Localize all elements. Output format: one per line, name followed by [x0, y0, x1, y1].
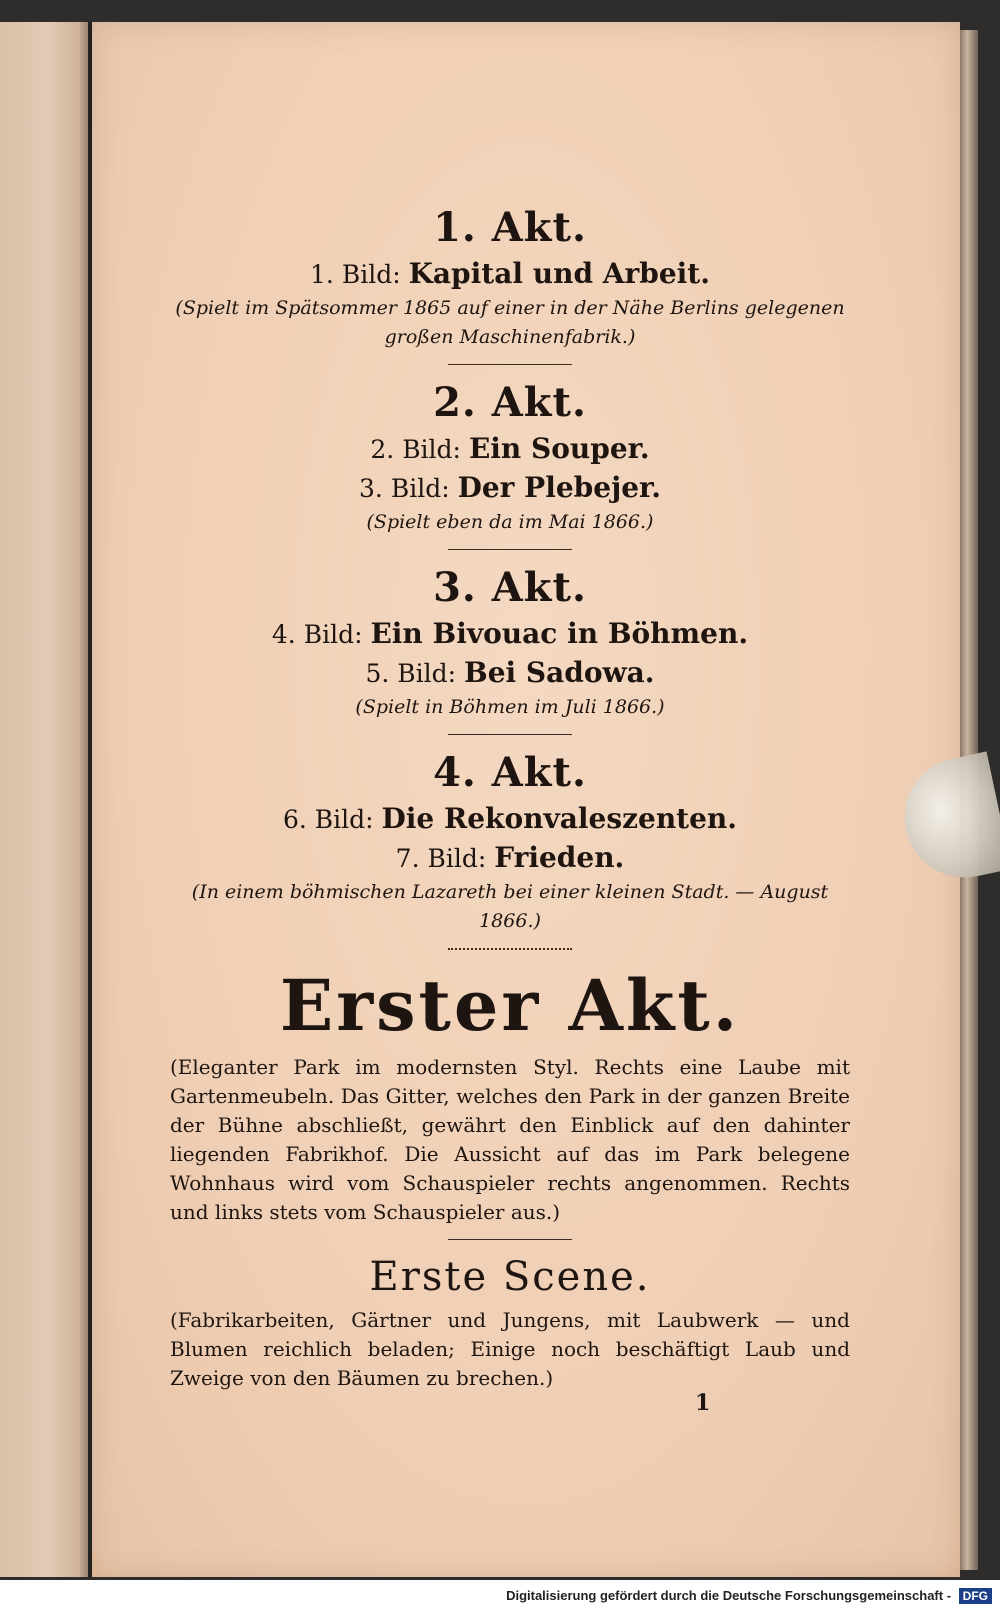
- bild-number: 5. Bild:: [365, 659, 457, 688]
- bild-title: Ein Souper.: [468, 432, 650, 465]
- bild-title: Ein Bivouac in Böhmen.: [370, 617, 749, 650]
- act-note: (Spielt in Böhmen im Juli 1866.): [355, 696, 665, 718]
- bild-line: [170, 432, 850, 465]
- divider: [448, 549, 572, 550]
- bild-line: [170, 841, 850, 874]
- bild-title: Der Plebejer.: [457, 471, 661, 504]
- bild-line: [170, 617, 850, 650]
- erster-akt-section: [170, 964, 850, 1227]
- scene-heading: Erste Scene.: [369, 1254, 651, 1300]
- act-title: 4. Akt.: [433, 749, 587, 796]
- act-3: [170, 564, 850, 722]
- divider: [448, 364, 572, 365]
- bild-number: 2. Bild:: [370, 435, 461, 464]
- dfg-logo: DFG: [959, 1588, 992, 1604]
- bild-line: [170, 257, 850, 290]
- ornamental-divider: [448, 948, 572, 950]
- act-2: [170, 379, 850, 537]
- stage-direction: (Fabrikarbeiten, Gärtner und Jungens, mit Laubwerk — und Blumen reichlich beladen; Einige noch beschäftigt Laub und Zweige von den Bäumen zu brechen.): [170, 1308, 850, 1390]
- stage-direction: (Eleganter Park im modernsten Styl. Rechts eine Laube mit Gartenmeubeln. Das Gitter, welches den Park in der ganzen Breite der Bühne abschließt, gewährt den Einblick auf den dahinter liegenden Fabrikhof. Die Aussicht auf das im Park belegene Wohnhaus wird vom Schauspieler rechts angenommen. Rechts und links stets vom Schauspieler aus.): [170, 1055, 850, 1224]
- bild-number: 1. Bild:: [310, 260, 401, 289]
- act-title: 2. Akt.: [433, 379, 587, 426]
- left-page-edge: [0, 22, 88, 1577]
- act-4: [170, 749, 850, 936]
- act-note: (Spielt im Spätsommer 1865 auf einer in der Nähe Berlins gelegenen großen Maschinenfabrik.): [175, 297, 845, 348]
- act-title: 3. Akt.: [433, 564, 587, 611]
- bild-title: Die Rekonvaleszenten.: [381, 802, 738, 835]
- bild-line: [170, 471, 850, 504]
- act-title: 1. Akt.: [433, 204, 587, 251]
- bild-number: 6. Bild:: [282, 805, 374, 834]
- bild-title: Bei Sadowa.: [464, 656, 655, 689]
- section-heading: Erster Akt.: [279, 964, 741, 1047]
- bild-number: 3. Bild:: [359, 474, 450, 503]
- divider: [448, 734, 572, 735]
- erste-scene-section: [170, 1254, 850, 1393]
- bild-title: Frieden.: [494, 841, 625, 874]
- bild-line: [170, 656, 850, 689]
- act-1: [170, 204, 850, 352]
- act-note: (In einem böhmischen Lazareth bei einer kleinen Stadt. — August 1866.): [191, 881, 829, 932]
- footer-bar: [0, 1580, 1000, 1612]
- act-note: (Spielt eben da im Mai 1866.): [366, 511, 654, 533]
- page-content: [170, 190, 850, 1393]
- page-number: 1: [695, 1390, 711, 1416]
- divider: [448, 1239, 572, 1240]
- bild-line: [170, 802, 850, 835]
- bild-number: 7. Bild:: [395, 844, 487, 873]
- bild-title: Kapital und Arbeit.: [408, 257, 710, 290]
- bild-number: 4. Bild:: [271, 620, 363, 649]
- footer-text: Digitalisierung gefördert durch die Deutsche Forschungsgemeinschaft -: [506, 1588, 952, 1603]
